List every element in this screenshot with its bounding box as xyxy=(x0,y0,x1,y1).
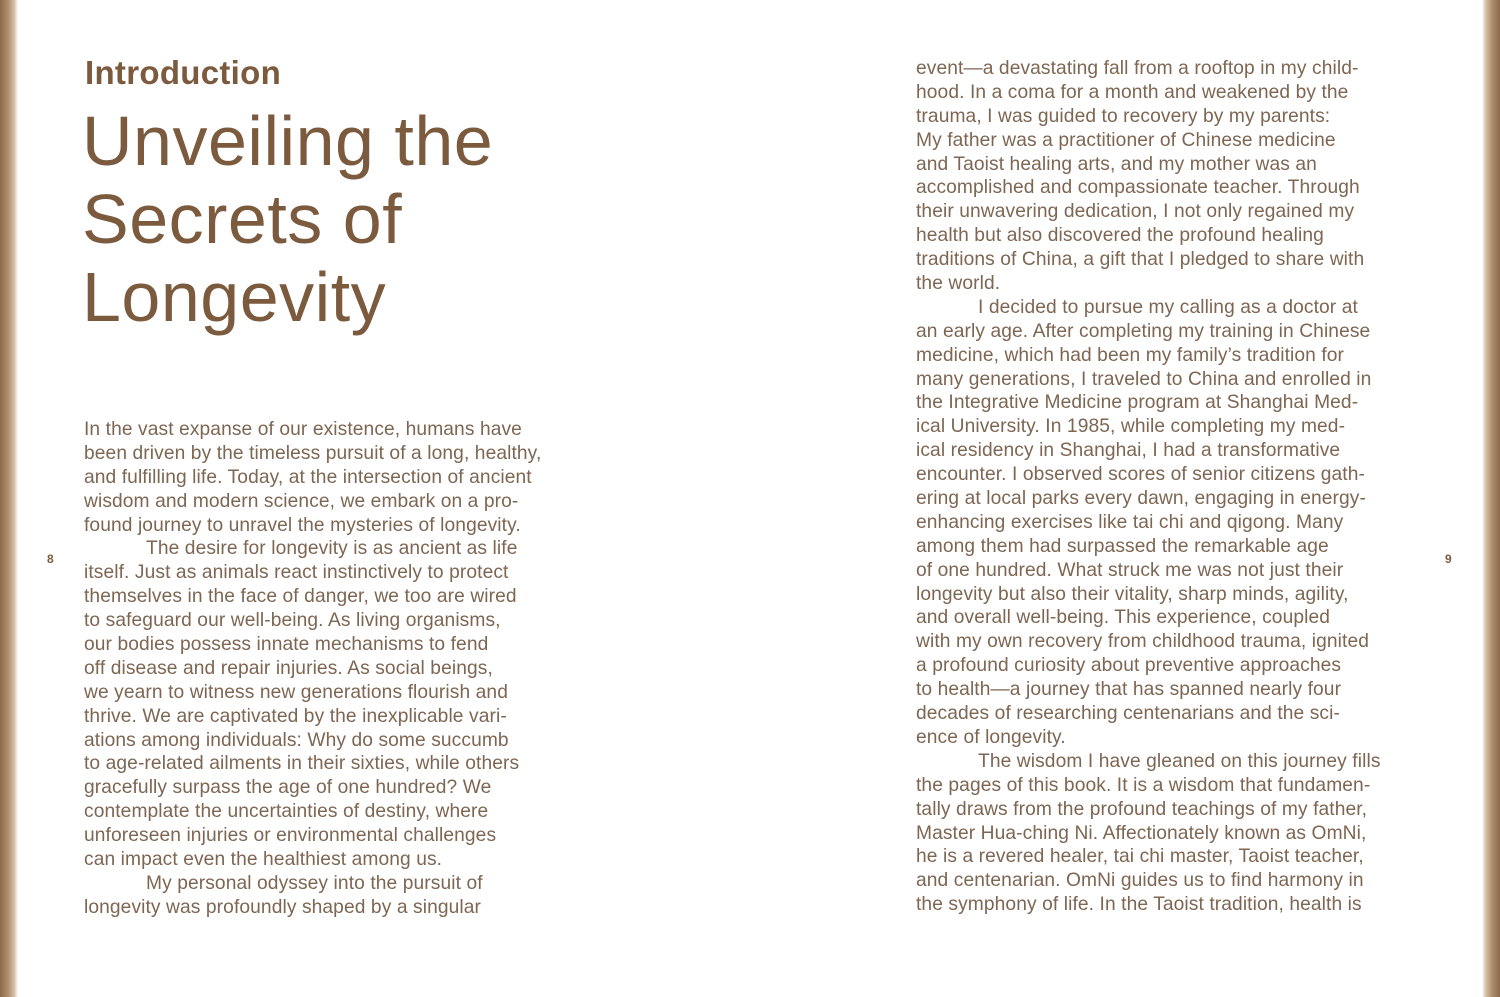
text-line: to age-related ailments in their sixties, while others xyxy=(84,753,520,775)
text-line: and overall well-being. This experience, coupled xyxy=(916,607,1331,629)
text-line: ering at local parks every dawn, engaging in energy- xyxy=(916,488,1366,510)
right-page-edge xyxy=(1482,0,1500,997)
title-line: Unveiling the xyxy=(82,102,494,180)
text-line: tally draws from the profound teachings of my father, xyxy=(916,798,1368,820)
text-line: unforeseen injuries or environmental challenges xyxy=(84,825,497,847)
text-line: The desire for longevity is as ancient as life xyxy=(146,538,518,560)
text-line: My father was a practitioner of Chinese medicine xyxy=(916,129,1336,151)
text-line: an early age. After completing my training in Chinese xyxy=(916,320,1371,342)
left-page-edge xyxy=(0,0,18,997)
text-line: the symphony of life. In the Taoist tradition, health is xyxy=(916,894,1362,916)
text-line: and fulfilling life. Today, at the intersection of ancient xyxy=(84,466,532,488)
page-number: 8 xyxy=(47,552,54,566)
left-body-text xyxy=(84,418,541,920)
text-line: we yearn to witness new generations flourish and xyxy=(84,681,508,703)
text-line: and centenarian. OmNi guides us to find harmony in xyxy=(916,870,1364,892)
text-line: themselves in the face of danger, we too are wired xyxy=(84,586,517,608)
text-line: Master Hua-ching Ni. Affectionately known as OmNi, xyxy=(916,822,1367,844)
text-line: In the vast expanse of our existence, humans have xyxy=(84,419,522,440)
text-line: I decided to pursue my calling as a doctor at xyxy=(978,296,1358,318)
text-line: traditions of China, a gift that I pledged to share with xyxy=(916,249,1365,271)
text-line: ical University. In 1985, while completing my med- xyxy=(916,416,1346,438)
text-line: My personal odyssey into the pursuit of xyxy=(146,872,483,894)
text-line: event—a devastating fall from a rooftop in my child- xyxy=(916,58,1359,79)
text-line: the Integrative Medicine program at Shanghai Med- xyxy=(916,392,1359,414)
text-line: health but also discovered the profound healing xyxy=(916,225,1324,247)
text-line: our bodies possess innate mechanisms to fend xyxy=(84,634,489,656)
text-line: contemplate the uncertainties of destiny, where xyxy=(84,801,489,823)
text-line: their unwavering dedication, I not only regained my xyxy=(916,201,1355,223)
left-page xyxy=(18,0,750,997)
text-line: thrive. We are captivated by the inexplicable vari- xyxy=(84,705,507,727)
text-line: medicine, which had been my family’s tradition for xyxy=(916,344,1345,366)
chapter-kicker: Introduction xyxy=(85,54,282,91)
text-line: trauma, I was guided to recovery by my parents: xyxy=(916,105,1331,127)
page-number: 9 xyxy=(1445,552,1452,566)
text-line: a profound curiosity about preventive approaches xyxy=(916,655,1342,677)
text-line: wisdom and modern science, we embark on a pro- xyxy=(84,490,519,512)
text-line: can impact even the healthiest among us. xyxy=(84,849,443,871)
text-line: found journey to unravel the mysteries of longevity. xyxy=(84,514,521,536)
text-line: The wisdom I have gleaned on this journey fills xyxy=(978,750,1381,772)
chapter-title xyxy=(82,102,642,336)
text-line: off disease and repair injuries. As social beings, xyxy=(84,657,493,679)
text-line: the world. xyxy=(916,273,1001,295)
text-line: gracefully surpass the age of one hundred? We xyxy=(84,777,492,799)
text-line: enhancing exercises like tai chi and qigong. Many xyxy=(916,511,1344,533)
text-line: many generations, I traveled to China and enrolled in xyxy=(916,368,1372,390)
right-body-text xyxy=(916,57,1381,917)
right-page xyxy=(750,0,1482,997)
text-line: he is a revered healer, tai chi master, Taoist teacher, xyxy=(916,846,1364,868)
text-line: encounter. I observed scores of senior citizens gath- xyxy=(916,464,1365,486)
text-line: and Taoist healing arts, and my mother was an xyxy=(916,153,1317,175)
text-line: ations among individuals: Why do some succumb xyxy=(84,729,509,751)
title-line: Secrets of xyxy=(82,180,403,258)
text-line: decades of researching centenarians and the sci- xyxy=(916,703,1340,725)
text-line: to health—a journey that has spanned nearly four xyxy=(916,679,1342,701)
text-line: itself. Just as animals react instinctively to protect xyxy=(84,562,509,584)
text-line: ical residency in Shanghai, I had a transformative xyxy=(916,440,1341,462)
text-line: with my own recovery from childhood trauma, ignited xyxy=(916,631,1369,653)
title-line: Longevity xyxy=(82,258,387,336)
text-line: the pages of this book. It is a wisdom that fundamen- xyxy=(916,774,1371,796)
text-line: of one hundred. What struck me was not just their xyxy=(916,559,1344,581)
text-line: among them had surpassed the remarkable age xyxy=(916,535,1329,557)
text-line: to safeguard our well-being. As living organisms, xyxy=(84,610,501,632)
text-line: hood. In a coma for a month and weakened by the xyxy=(916,81,1349,103)
text-line: ence of longevity. xyxy=(916,726,1066,748)
text-line: accomplished and compassionate teacher. Through xyxy=(916,177,1360,199)
text-line: longevity was profoundly shaped by a singular xyxy=(84,896,482,918)
text-line: been driven by the timeless pursuit of a long, healthy, xyxy=(84,442,542,464)
text-line: longevity but also their vitality, sharp minds, agility, xyxy=(916,583,1349,605)
